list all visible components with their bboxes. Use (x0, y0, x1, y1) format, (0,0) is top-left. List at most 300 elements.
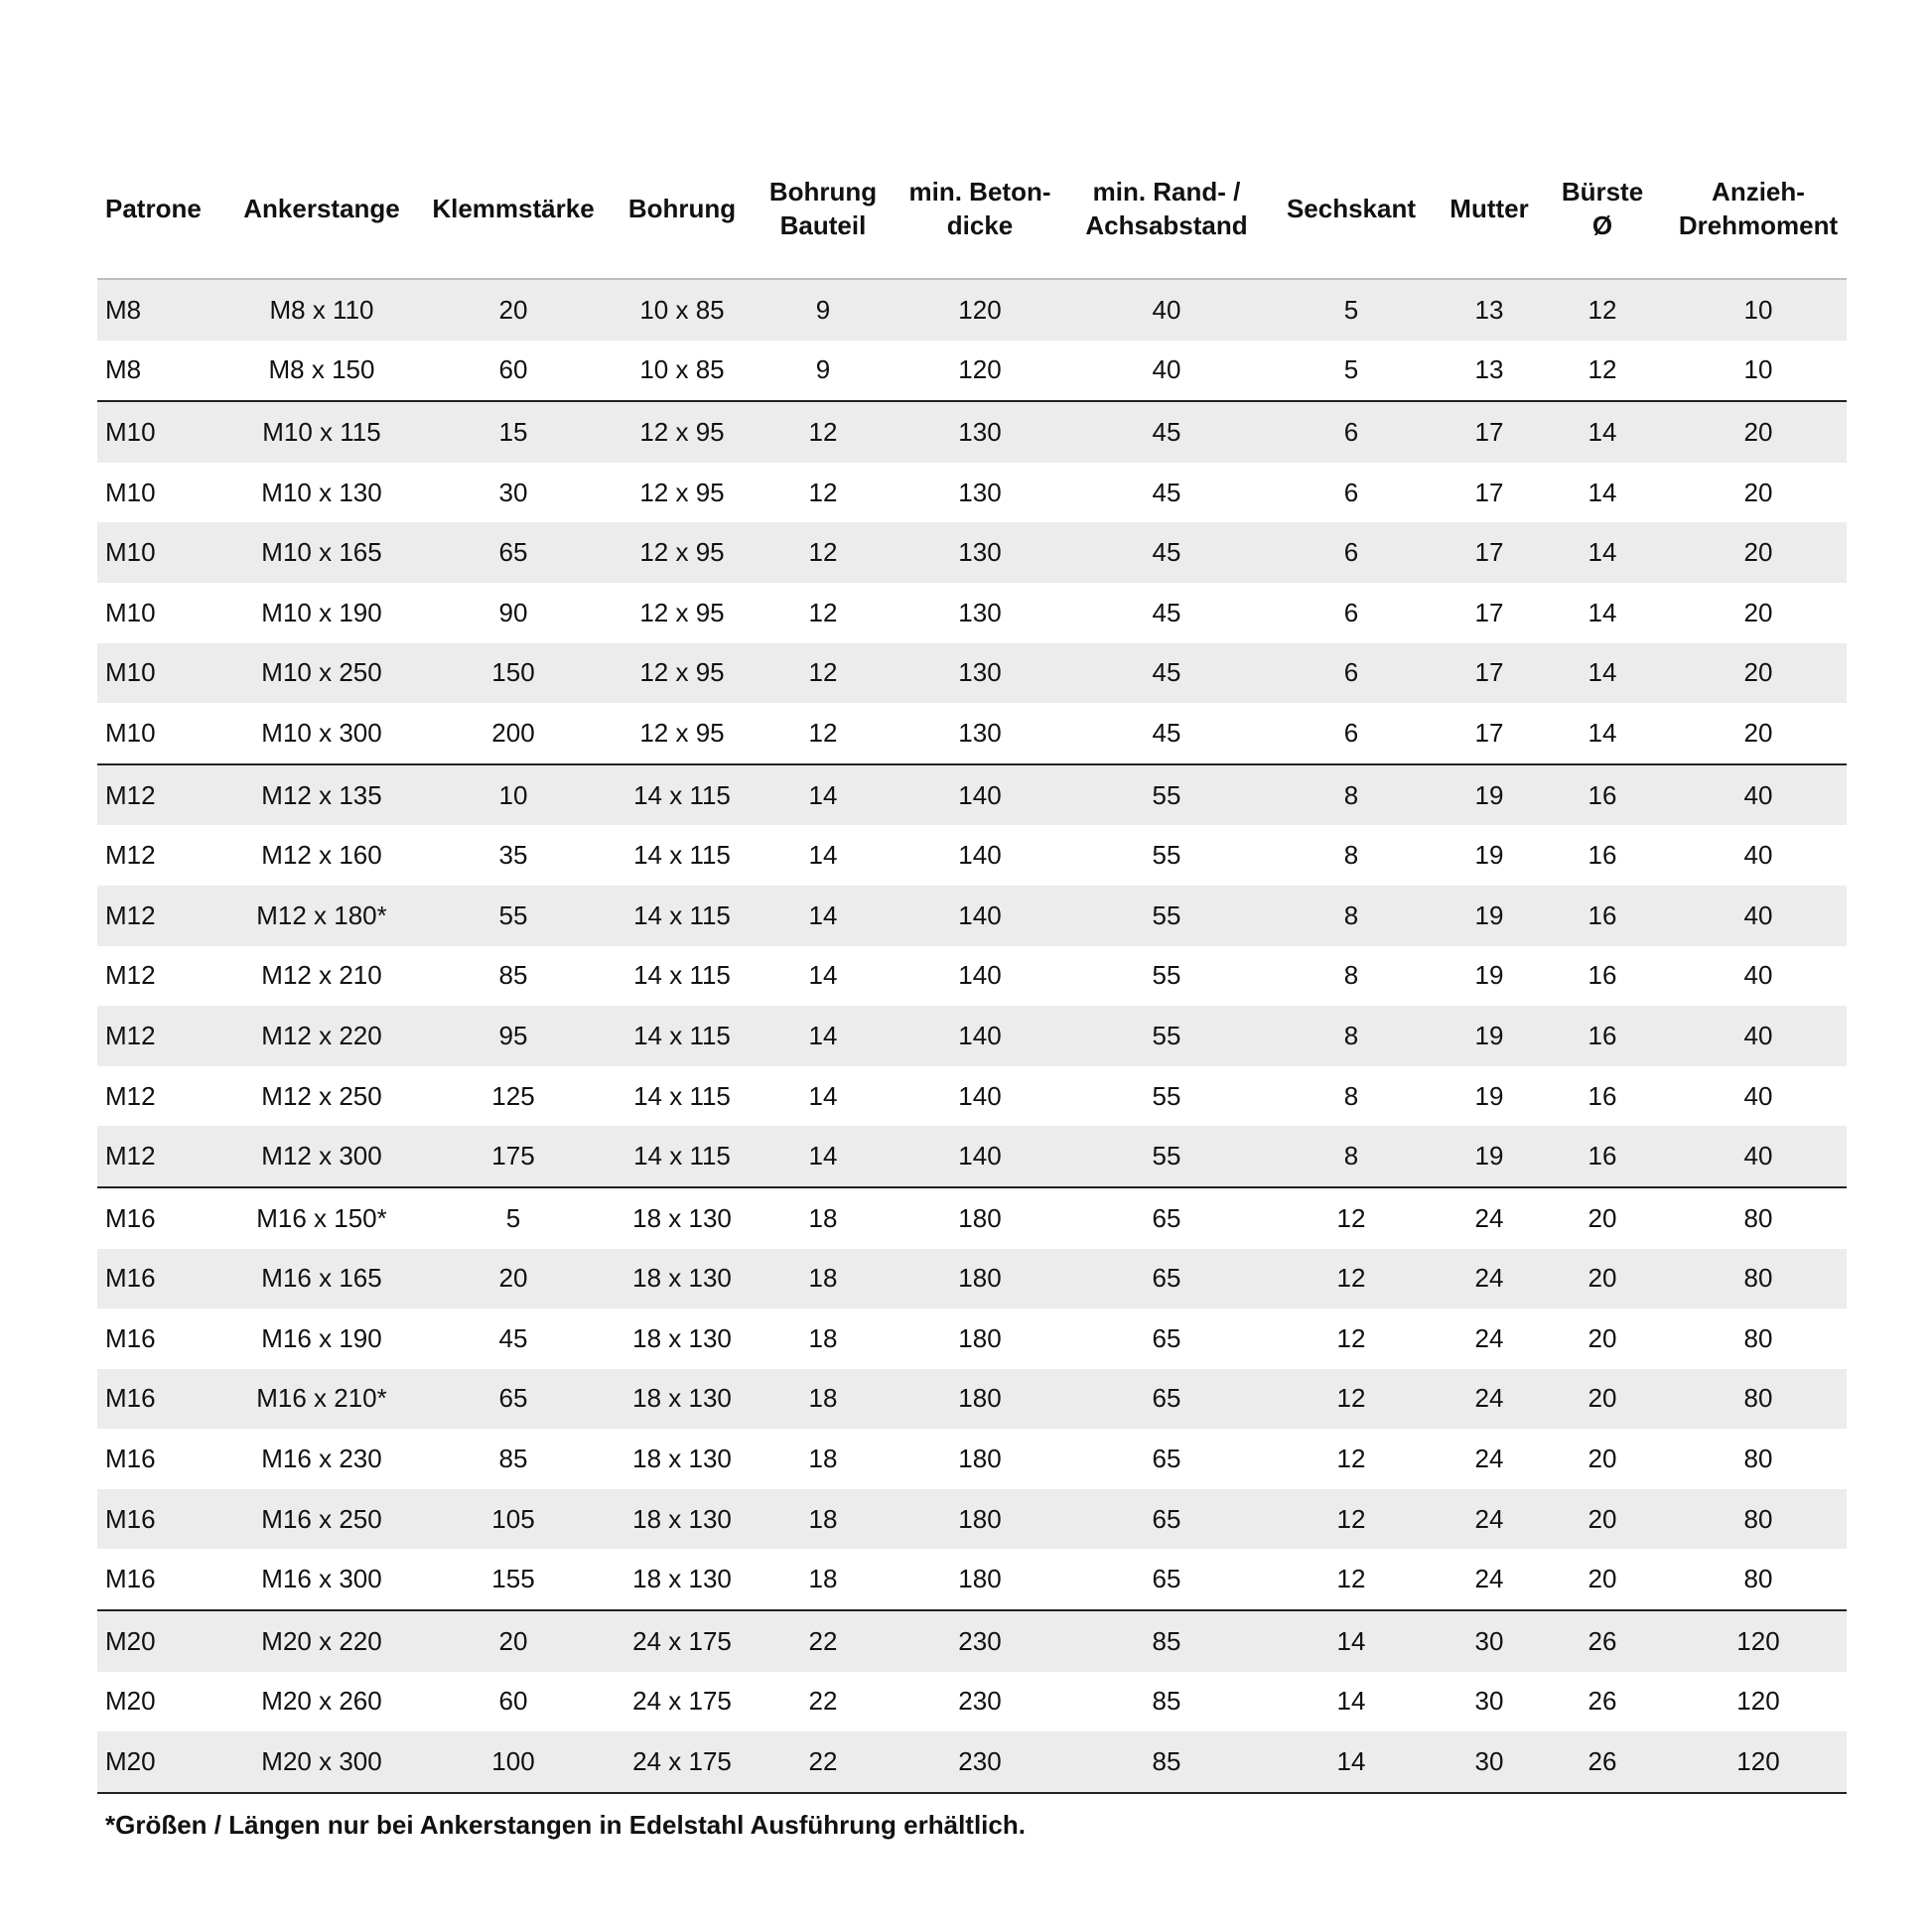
table-cell: 130 (886, 643, 1074, 704)
table-cell: M12 (105, 840, 156, 871)
table-cell: M12 x 135 (220, 764, 423, 826)
col-header-anzieh-drehmoment: Anzieh- Drehmoment (1670, 139, 1847, 279)
table-cell: 85 (1152, 1686, 1181, 1717)
table-cell: 13 (1444, 279, 1535, 341)
table-cell: 80 (1743, 1444, 1773, 1474)
table-cell: 18 (808, 1444, 838, 1474)
table-row (97, 1731, 1847, 1793)
table-cell: M8 x 150 (220, 341, 423, 402)
table-cell: 8 (1259, 886, 1444, 946)
col-header-min-betondicke: min. Beton- dicke (886, 139, 1074, 279)
table-cell: M20 x 260 (261, 1686, 382, 1717)
col-header-ankerstange: Ankerstange (220, 139, 423, 279)
table-cell: 24 (1474, 1444, 1504, 1474)
table-cell: 20 (1535, 1549, 1670, 1610)
table-cell: 18 x 130 (604, 1549, 760, 1610)
table-cell: 20 (1587, 1444, 1617, 1474)
table-cell: 45 (498, 1322, 528, 1353)
table-cell: 14 x 115 (633, 840, 731, 871)
table-cell: 180 (958, 1322, 1002, 1353)
table-cell: 230 (886, 1610, 1074, 1672)
table-cell: 230 (958, 1686, 1002, 1717)
table-cell: 12 (760, 643, 886, 704)
table-cell: 140 (886, 1006, 1074, 1066)
table-cell: 80 (1670, 1549, 1847, 1610)
table-cell: 80 (1670, 1489, 1847, 1550)
table-cell: 14 x 115 (604, 1126, 760, 1187)
table-cell: M10 (97, 401, 220, 463)
spec-sheet (97, 139, 1847, 1842)
table-row (97, 825, 1847, 886)
table-cell: M16 x 210* (220, 1369, 423, 1430)
table-cell: 12 x 95 (604, 401, 760, 463)
table-cell: M10 x 250 (220, 643, 423, 704)
table-cell: 8 (1343, 840, 1359, 871)
table-cell: M12 x 300 (220, 1126, 423, 1187)
table-cell: 65 (423, 1369, 604, 1430)
table-cell: 14 (760, 1126, 886, 1187)
table-cell: 16 (1535, 1006, 1670, 1066)
table-cell: 180 (886, 1489, 1074, 1550)
table-cell: 17 (1444, 401, 1535, 463)
table-cell: M10 x 115 (220, 401, 423, 463)
table-cell: M20 x 220 (220, 1610, 423, 1672)
table-cell: 20 (423, 1249, 604, 1310)
table-cell: M10 x 190 (261, 597, 382, 627)
table-cell: 24 x 175 (604, 1610, 760, 1672)
table-cell: 140 (886, 886, 1074, 946)
table-row (97, 1249, 1847, 1310)
table-cell: 12 (760, 401, 886, 463)
table-cell: 12 (808, 477, 838, 507)
table-cell: 130 (958, 477, 1002, 507)
table-cell: 40 (1743, 840, 1773, 871)
table-cell: 60 (498, 1686, 528, 1717)
table-cell: 12 x 95 (639, 597, 725, 627)
table-cell: 30 (1474, 1686, 1504, 1717)
table-cell: 18 (760, 1369, 886, 1430)
table-cell: 14 (1259, 1731, 1444, 1793)
table-cell: 65 (1074, 1489, 1259, 1550)
table-row (97, 1429, 1847, 1489)
table-cell: 22 (760, 1731, 886, 1793)
table-cell: 12 (1336, 1202, 1366, 1233)
table-cell: 40 (1670, 886, 1847, 946)
table-row (97, 886, 1847, 946)
table-cell: 19 (1444, 1006, 1535, 1066)
table-cell: 40 (1743, 960, 1773, 991)
footnote: *Größen / Längen nur bei Ankerstangen in Edelstahl Ausführung erhältlich. (105, 1809, 1026, 1840)
table-row (97, 1126, 1847, 1187)
table-cell: M16 x 300 (220, 1549, 423, 1610)
table-cell: 40 (1743, 1080, 1773, 1111)
table-row (97, 1369, 1847, 1430)
table-cell: 18 x 130 (632, 1444, 732, 1474)
table-cell: 20 (1535, 1249, 1670, 1310)
table-row (97, 522, 1847, 583)
table-cell: 14 (808, 1080, 838, 1111)
table-cell: 6 (1259, 643, 1444, 704)
table-cell: 45 (1074, 401, 1259, 463)
table-cell: 16 (1535, 886, 1670, 946)
table-row (97, 1610, 1847, 1672)
table-cell: M12 x 160 (261, 840, 382, 871)
table-row (97, 764, 1847, 826)
table-cell: M10 x 300 (220, 703, 423, 764)
table-cell: 105 (423, 1489, 604, 1550)
table-cell: 22 (808, 1686, 838, 1717)
table-cell: 12 (1259, 1249, 1444, 1310)
table-cell: 18 x 130 (632, 1322, 732, 1353)
table-cell: 24 (1444, 1369, 1535, 1430)
table-cell: 12 (1259, 1489, 1444, 1550)
table-row (97, 279, 1847, 341)
table-cell: 65 (1152, 1202, 1181, 1233)
table-cell: 24 (1474, 1322, 1504, 1353)
table-cell: 5 (1259, 279, 1444, 341)
table-cell: 12 x 95 (604, 703, 760, 764)
table-cell: 180 (886, 1249, 1074, 1310)
table-cell: 80 (1670, 1369, 1847, 1430)
anchor-spec-table (97, 139, 1847, 1794)
table-cell: 130 (886, 401, 1074, 463)
table-cell: 85 (1074, 1731, 1259, 1793)
table-cell: 19 (1444, 1126, 1535, 1187)
table-cell: 30 (1444, 1610, 1535, 1672)
table-cell: 45 (1074, 522, 1259, 583)
table-cell: 20 (1587, 1322, 1617, 1353)
table-cell: 24 (1444, 1549, 1535, 1610)
table-cell: 155 (423, 1549, 604, 1610)
table-cell: 24 (1444, 1249, 1535, 1310)
table-cell: 14 x 115 (633, 1080, 731, 1111)
table-cell: M16 x 230 (261, 1444, 382, 1474)
table-cell: M16 (97, 1249, 220, 1310)
table-cell: M16 (97, 1369, 220, 1430)
table-cell: 55 (1074, 1006, 1259, 1066)
table-cell: 14 (1535, 522, 1670, 583)
table-cell: 14 (1336, 1686, 1366, 1717)
table-cell: 55 (1074, 886, 1259, 946)
table-cell: 20 (423, 279, 604, 341)
table-cell: 19 (1474, 1080, 1504, 1111)
table-cell: 18 x 130 (632, 1202, 732, 1233)
table-cell: 20 (1670, 401, 1847, 463)
table-row (97, 463, 1847, 523)
table-cell: 17 (1444, 703, 1535, 764)
table-cell: 20 (1587, 1202, 1617, 1233)
table-cell: 80 (1670, 1249, 1847, 1310)
table-cell: M20 x 300 (220, 1731, 423, 1793)
table-cell: 55 (1074, 764, 1259, 826)
table-cell: 14 (760, 886, 886, 946)
table-cell: 55 (1152, 840, 1181, 871)
table-cell: 20 (1535, 1489, 1670, 1550)
table-cell: 180 (886, 1549, 1074, 1610)
table-cell: 120 (1736, 1686, 1780, 1717)
table-cell: 10 x 85 (604, 279, 760, 341)
table-cell: 18 (760, 1549, 886, 1610)
table-row (97, 1066, 1847, 1127)
table-cell: 95 (423, 1006, 604, 1066)
table-cell: 125 (491, 1080, 535, 1111)
table-cell: M16 x 190 (261, 1322, 382, 1353)
table-cell: 12 (760, 703, 886, 764)
table-cell: M16 (105, 1322, 156, 1353)
table-cell: 65 (1152, 1444, 1181, 1474)
table-cell: 100 (423, 1731, 604, 1793)
table-cell: 130 (886, 522, 1074, 583)
table-cell: 14 (1535, 703, 1670, 764)
table-cell: 18 (808, 1322, 838, 1353)
table-cell: 8 (1343, 960, 1359, 991)
table-cell: 120 (1670, 1731, 1847, 1793)
table-cell: 120 (1670, 1610, 1847, 1672)
col-header-klemmstaerke: Klemmstärke (423, 139, 604, 279)
table-cell: 40 (1074, 341, 1259, 402)
table-cell: 14 (1259, 1610, 1444, 1672)
table-cell: 130 (958, 597, 1002, 627)
table-cell: 175 (423, 1126, 604, 1187)
table-cell: 85 (498, 960, 528, 991)
table-cell: M16 (105, 1202, 156, 1233)
col-header-bohrung: Bohrung (604, 139, 760, 279)
table-cell: 14 (808, 840, 838, 871)
table-cell: M16 x 165 (220, 1249, 423, 1310)
table-row (97, 401, 1847, 463)
table-cell: 200 (423, 703, 604, 764)
table-cell: 17 (1474, 597, 1504, 627)
table-cell: 20 (1743, 597, 1773, 627)
table-cell: M10 x 130 (261, 477, 382, 507)
table-cell: 12 (808, 597, 838, 627)
table-cell: M8 x 110 (220, 279, 423, 341)
table-cell: 12 (1336, 1322, 1366, 1353)
table-cell: 80 (1743, 1202, 1773, 1233)
table-cell: M12 (97, 1006, 220, 1066)
table-cell: M16 x 250 (220, 1489, 423, 1550)
table-cell: 12 (1535, 341, 1670, 402)
table-cell: 45 (1152, 477, 1181, 507)
table-cell: 140 (958, 960, 1002, 991)
table-cell: M16 x 150* (256, 1202, 387, 1233)
table-cell: M10 (97, 643, 220, 704)
table-cell: 12 x 95 (604, 643, 760, 704)
table-cell: 14 (1587, 597, 1617, 627)
table-cell: 85 (498, 1444, 528, 1474)
table-cell: M10 (97, 522, 220, 583)
table-cell: 14 (1535, 401, 1670, 463)
table-cell: 35 (498, 840, 528, 871)
table-cell: 150 (423, 643, 604, 704)
table-cell: 230 (886, 1731, 1074, 1793)
table-row (97, 341, 1847, 402)
table-row (97, 1549, 1847, 1610)
table-cell: 17 (1444, 643, 1535, 704)
table-cell: 180 (958, 1202, 1002, 1233)
table-cell: 40 (1670, 764, 1847, 826)
table-cell: 14 x 115 (604, 886, 760, 946)
table-cell: 8 (1259, 764, 1444, 826)
table-cell: 14 (760, 764, 886, 826)
table-cell: 40 (1670, 1126, 1847, 1187)
table-cell: 140 (886, 764, 1074, 826)
table-row (97, 703, 1847, 764)
table-cell: 85 (1074, 1610, 1259, 1672)
table-cell: 65 (1074, 1249, 1259, 1310)
table-cell: 14 (808, 960, 838, 991)
table-cell: 55 (1074, 1126, 1259, 1187)
table-cell: M20 (97, 1731, 220, 1793)
table-cell: 65 (1074, 1369, 1259, 1430)
table-cell: M12 (105, 960, 156, 991)
table-row (97, 1489, 1847, 1550)
table-cell: 17 (1474, 477, 1504, 507)
table-cell: 5 (505, 1202, 521, 1233)
table-cell: 20 (1670, 703, 1847, 764)
table-cell: 8 (1259, 1006, 1444, 1066)
table-cell: 14 (1587, 477, 1617, 507)
table-cell: M12 x 220 (220, 1006, 423, 1066)
table-cell: M10 (105, 477, 156, 507)
table-cell: 14 x 115 (633, 960, 731, 991)
table-cell: 18 x 130 (604, 1489, 760, 1550)
table-cell: M16 (105, 1444, 156, 1474)
col-header-sechskant: Sechskant (1259, 139, 1444, 279)
table-row (97, 643, 1847, 704)
table-cell: 24 (1474, 1202, 1504, 1233)
table-cell: 180 (958, 1444, 1002, 1474)
table-cell: 9 (760, 279, 886, 341)
table-cell: 45 (1074, 703, 1259, 764)
table-cell: 120 (886, 279, 1074, 341)
table-cell: M12 x 180* (220, 886, 423, 946)
table-cell: 12 (1535, 279, 1670, 341)
table-row (97, 583, 1847, 643)
table-row (97, 1187, 1847, 1249)
table-cell: 55 (1152, 1080, 1181, 1111)
table-cell: M10 (105, 597, 156, 627)
table-cell: 20 (1535, 1369, 1670, 1430)
table-cell: 19 (1474, 840, 1504, 871)
table-cell: M20 (105, 1686, 156, 1717)
table-cell: 8 (1259, 1126, 1444, 1187)
table-row (97, 1672, 1847, 1732)
table-cell: 12 x 95 (639, 477, 725, 507)
table-cell: 55 (1152, 960, 1181, 991)
table-cell: 20 (423, 1610, 604, 1672)
table-cell: 65 (423, 522, 604, 583)
table-cell: 18 x 130 (604, 1249, 760, 1310)
table-cell: 16 (1587, 960, 1617, 991)
table-cell: 45 (1074, 643, 1259, 704)
table-cell: M10 (97, 703, 220, 764)
table-cell: M16 (97, 1489, 220, 1550)
col-header-buerste: Bürste Ø (1535, 139, 1670, 279)
table-cell: 8 (1343, 1080, 1359, 1111)
table-cell: M12 x 210 (261, 960, 382, 991)
table-cell: 6 (1343, 597, 1359, 627)
table-cell: 10 (1670, 341, 1847, 402)
table-cell: M12 (97, 764, 220, 826)
table-cell: 6 (1259, 522, 1444, 583)
table-cell: 140 (886, 1126, 1074, 1187)
table-cell: 6 (1259, 401, 1444, 463)
table-cell: 24 x 175 (632, 1686, 732, 1717)
table-header-row (97, 139, 1847, 279)
table-cell: 80 (1743, 1322, 1773, 1353)
table-cell: 10 (423, 764, 604, 826)
col-header-bohrung-bauteil: Bohrung Bauteil (760, 139, 886, 279)
col-header-min-rand-achsabstand: min. Rand- / Achsabstand (1074, 139, 1259, 279)
table-cell: 13 (1444, 341, 1535, 402)
table-cell: 17 (1444, 522, 1535, 583)
table-cell: 20 (1743, 477, 1773, 507)
table-cell: 40 (1074, 279, 1259, 341)
table-cell: 180 (886, 1369, 1074, 1430)
table-cell: 26 (1535, 1610, 1670, 1672)
table-cell: 140 (958, 1080, 1002, 1111)
table-cell: 20 (1670, 522, 1847, 583)
table-cell: M8 (97, 279, 220, 341)
table-cell: 120 (886, 341, 1074, 402)
table-cell: 65 (1074, 1549, 1259, 1610)
table-cell: 14 x 115 (604, 764, 760, 826)
table-cell: 10 x 85 (604, 341, 760, 402)
table-cell: 12 (1259, 1549, 1444, 1610)
table-cell: 60 (423, 341, 604, 402)
table-cell: 14 x 115 (604, 1006, 760, 1066)
table-cell: 12 x 95 (604, 522, 760, 583)
table-cell: 14 (760, 1006, 886, 1066)
table-cell: 20 (1670, 643, 1847, 704)
table-cell: M12 (105, 1080, 156, 1111)
table-row (97, 946, 1847, 1007)
table-cell: M8 (97, 341, 220, 402)
table-cell: 12 (1259, 1369, 1444, 1430)
table-cell: 10 (1670, 279, 1847, 341)
table-cell: M10 x 165 (220, 522, 423, 583)
table-cell: 24 x 175 (604, 1731, 760, 1793)
table-cell: 6 (1259, 703, 1444, 764)
table-cell: 26 (1535, 1731, 1670, 1793)
table-cell: 26 (1587, 1686, 1617, 1717)
table-body (97, 279, 1847, 1793)
table-cell: M20 (97, 1610, 220, 1672)
table-cell: 14 (1535, 643, 1670, 704)
table-cell: M12 (97, 1126, 220, 1187)
table-cell: 19 (1444, 764, 1535, 826)
table-cell: 19 (1444, 886, 1535, 946)
table-cell: 16 (1587, 840, 1617, 871)
table-cell: 65 (1152, 1322, 1181, 1353)
table-cell: 90 (498, 597, 528, 627)
table-cell: 18 (760, 1489, 886, 1550)
table-cell: 55 (423, 886, 604, 946)
table-cell: 12 (760, 522, 886, 583)
table-cell: M12 (97, 886, 220, 946)
table-cell: 45 (1152, 597, 1181, 627)
table-cell: 12 (1336, 1444, 1366, 1474)
table-cell: 140 (958, 840, 1002, 871)
table-row (97, 1309, 1847, 1369)
table-row (97, 1006, 1847, 1066)
col-header-patrone: Patrone (97, 139, 220, 279)
table-cell: 5 (1259, 341, 1444, 402)
table-cell: M16 (97, 1549, 220, 1610)
table-cell: 30 (498, 477, 528, 507)
table-cell: 9 (760, 341, 886, 402)
